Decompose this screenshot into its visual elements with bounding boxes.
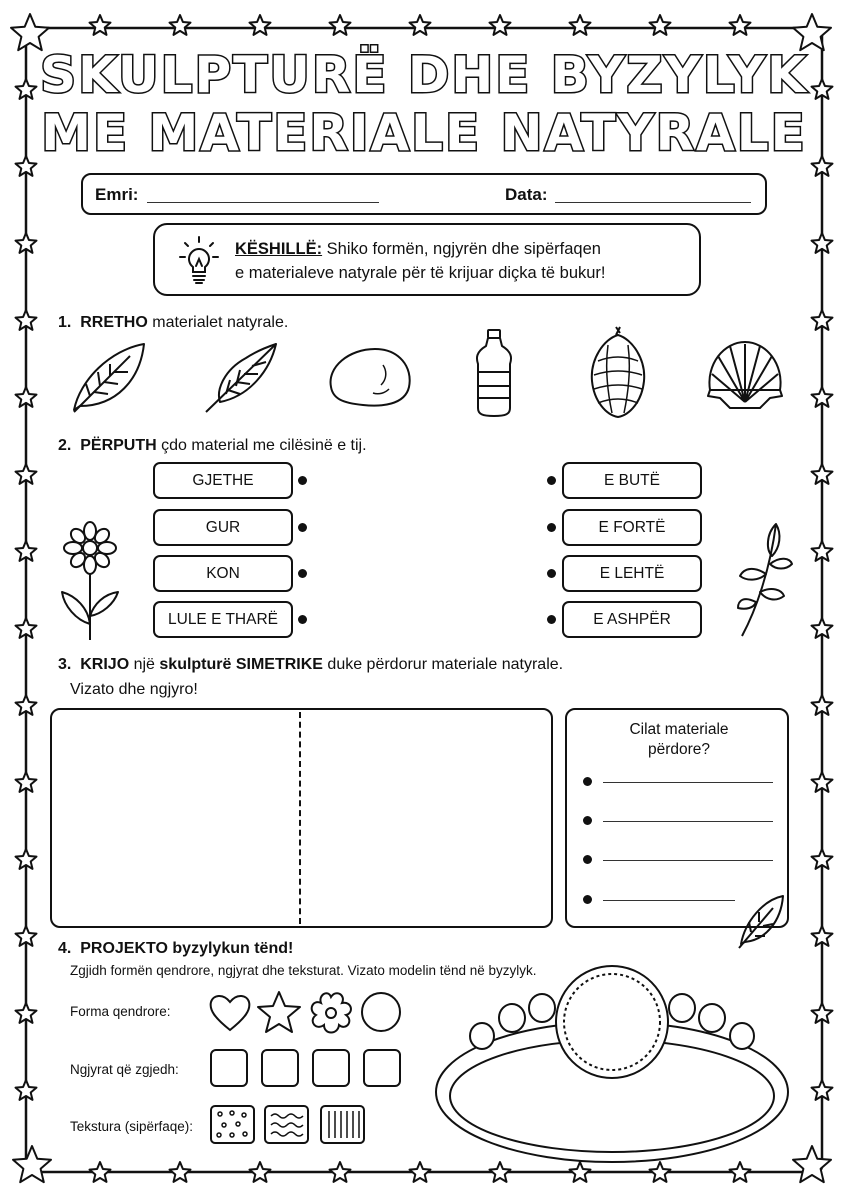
border-star-icon — [90, 1162, 111, 1182]
border-star-icon — [16, 464, 37, 484]
border-star-icon — [11, 14, 49, 50]
border-star-icon — [650, 15, 671, 35]
match-right-dot[interactable] — [547, 476, 556, 485]
border-star-icon — [410, 15, 431, 35]
leaf-icon[interactable] — [70, 340, 150, 416]
lightbulb-icon — [177, 235, 221, 289]
question-1 — [58, 314, 288, 332]
seashell-icon[interactable] — [704, 338, 786, 412]
border-star-icon — [250, 15, 271, 35]
match-left-box[interactable]: KON — [153, 555, 293, 592]
match-left-box[interactable]: LULE E THARË — [153, 601, 293, 638]
border-star-icon — [570, 15, 591, 35]
q1-number: 1. — [58, 314, 72, 331]
name-input-line[interactable] — [147, 202, 379, 203]
match-right-dot[interactable] — [547, 615, 556, 624]
name-label: Emri: — [95, 185, 139, 204]
border-star-icon — [812, 849, 833, 869]
q4-bold: PROJEKTO byzylykun tënd! — [80, 940, 294, 957]
q3-bold-2: skulpturë SIMETRIKE — [159, 656, 323, 673]
q4-number: 4. — [58, 940, 72, 957]
heart-icon[interactable] — [207, 992, 253, 1034]
border-star-icon — [812, 1080, 833, 1100]
border-star-icon — [250, 1162, 271, 1182]
materials-question-line-1: Cilat materiale — [629, 721, 729, 738]
q3-bold-1: KRIJO — [80, 656, 130, 673]
texture-row-label: Tekstura (sipërfaqe): — [70, 1119, 194, 1134]
question-3 — [58, 656, 563, 674]
name-date-bar — [81, 173, 767, 215]
materials-question — [567, 720, 791, 760]
circle-icon[interactable] — [359, 990, 403, 1034]
date-input-line[interactable] — [555, 202, 751, 203]
border-star-icon — [90, 15, 111, 35]
border-star-icon — [170, 1162, 191, 1182]
match-left-dot[interactable] — [298, 615, 307, 624]
match-left-box[interactable]: GUR — [153, 509, 293, 546]
border-star-icon — [16, 387, 37, 407]
match-left-box[interactable]: GJETHE — [153, 462, 293, 499]
wavy-texture-icon[interactable] — [264, 1105, 310, 1145]
border-star-icon — [16, 618, 37, 638]
match-right-box[interactable]: E FORTË — [562, 509, 702, 546]
border-star-icon — [812, 310, 833, 330]
leafy-branch-icon — [736, 520, 794, 640]
materials-bullet — [583, 895, 592, 904]
border-star-icon — [16, 1080, 37, 1100]
match-right-box[interactable]: E ASHPËR — [562, 601, 702, 638]
border-star-icon — [16, 310, 37, 330]
title-line-2: ME MATERIALE NATYRALE — [41, 104, 807, 162]
border-star-icon — [812, 387, 833, 407]
match-right-dot[interactable] — [547, 523, 556, 532]
q2-number: 2. — [58, 437, 72, 454]
match-right-box[interactable]: E LEHTË — [562, 555, 702, 592]
border-star-icon — [170, 15, 191, 35]
border-star-icon — [16, 695, 37, 715]
tip-line-2: e materialeve natyrale për të krijuar diçka të bukur! — [235, 264, 606, 282]
q2-rest: çdo material me cilësinë e tij. — [156, 437, 367, 454]
symmetry-axis-line — [299, 712, 301, 924]
match-right-box[interactable]: E BUTË — [562, 462, 702, 499]
leaf-icon — [737, 892, 787, 950]
date-label: Data: — [505, 185, 548, 204]
border-star-icon — [730, 15, 751, 35]
pinecone-icon[interactable] — [586, 325, 650, 419]
border-star-icon — [812, 233, 833, 253]
border-star-icon — [812, 695, 833, 715]
match-left-dot[interactable] — [298, 476, 307, 485]
border-star-icon — [812, 926, 833, 946]
flower-shape-icon[interactable] — [308, 991, 354, 1035]
color-choice-box-1[interactable] — [210, 1049, 248, 1087]
border-star-icon — [793, 1146, 831, 1182]
materials-bullet — [583, 855, 592, 864]
border-star-icon — [16, 541, 37, 561]
question-4 — [58, 940, 293, 958]
match-right-dot[interactable] — [547, 569, 556, 578]
tip-text — [235, 237, 606, 285]
star-icon[interactable] — [256, 990, 302, 1034]
color-row-label: Ngjyrat që zgjedh: — [70, 1062, 179, 1077]
border-star-icon — [793, 14, 831, 50]
materials-question-line-2: përdore? — [647, 741, 711, 758]
border-star-icon — [410, 1162, 431, 1182]
flower-icon — [56, 520, 124, 644]
border-star-icon — [16, 926, 37, 946]
materials-bullet — [583, 777, 592, 786]
tip-box — [153, 223, 701, 296]
materials-used-box — [565, 708, 789, 928]
border-star-icon — [812, 541, 833, 561]
border-star-icon — [13, 1146, 51, 1182]
materials-write-line[interactable] — [603, 782, 773, 783]
question-2 — [58, 437, 367, 455]
q1-bold: RRETHO — [80, 314, 148, 331]
symmetric-drawing-area[interactable] — [50, 708, 553, 928]
q3-rest: duke përdorur materiale natyrale. — [322, 656, 564, 673]
color-choice-box-2[interactable] — [261, 1049, 299, 1087]
border-star-icon — [330, 1162, 351, 1182]
title-line-1: SKULPTURË DHE BYZYLYK — [40, 46, 808, 104]
bracelet-drawing[interactable] — [432, 962, 792, 1172]
stone-icon[interactable] — [323, 343, 415, 411]
materials-write-line[interactable] — [603, 860, 773, 861]
feather-icon[interactable] — [200, 340, 282, 416]
border-star-icon — [16, 849, 37, 869]
q3-instruction: Vizato dhe ngjyro! — [70, 681, 198, 698]
materials-bullet — [583, 816, 592, 825]
dotted-texture-icon[interactable] — [210, 1105, 256, 1145]
border-star-icon — [812, 464, 833, 484]
shape-row-label: Forma qendrore: — [70, 1004, 171, 1019]
q4-instruction: Zgjidh formën qendrore, ngjyrat dhe teksturat. Vizato modelin tënd në byzylyk. — [70, 963, 537, 978]
border-star-icon — [330, 15, 351, 35]
color-choice-box-3[interactable] — [312, 1049, 350, 1087]
materials-write-line[interactable] — [603, 821, 773, 822]
tip-line-1: Shiko formën, ngjyrën dhe sipërfaqen — [322, 240, 601, 258]
q1-rest: materialet natyrale. — [147, 314, 289, 331]
q2-bold: PËRPUTH — [80, 437, 157, 454]
match-left-dot[interactable] — [298, 569, 307, 578]
tip-label: KËSHILLË: — [235, 240, 323, 258]
match-left-dot[interactable] — [298, 523, 307, 532]
border-star-icon — [812, 618, 833, 638]
plastic-bottle-icon[interactable] — [470, 328, 518, 418]
materials-write-line[interactable] — [603, 900, 735, 901]
border-star-icon — [16, 233, 37, 253]
border-star-icon — [490, 15, 511, 35]
striped-texture-icon[interactable] — [320, 1105, 366, 1145]
border-star-icon — [812, 772, 833, 792]
border-star-icon — [812, 1003, 833, 1023]
border-star-icon — [16, 1003, 37, 1023]
q3-mid: një — [129, 656, 160, 673]
color-choice-box-4[interactable] — [363, 1049, 401, 1087]
border-star-icon — [16, 772, 37, 792]
q3-number: 3. — [58, 656, 72, 673]
